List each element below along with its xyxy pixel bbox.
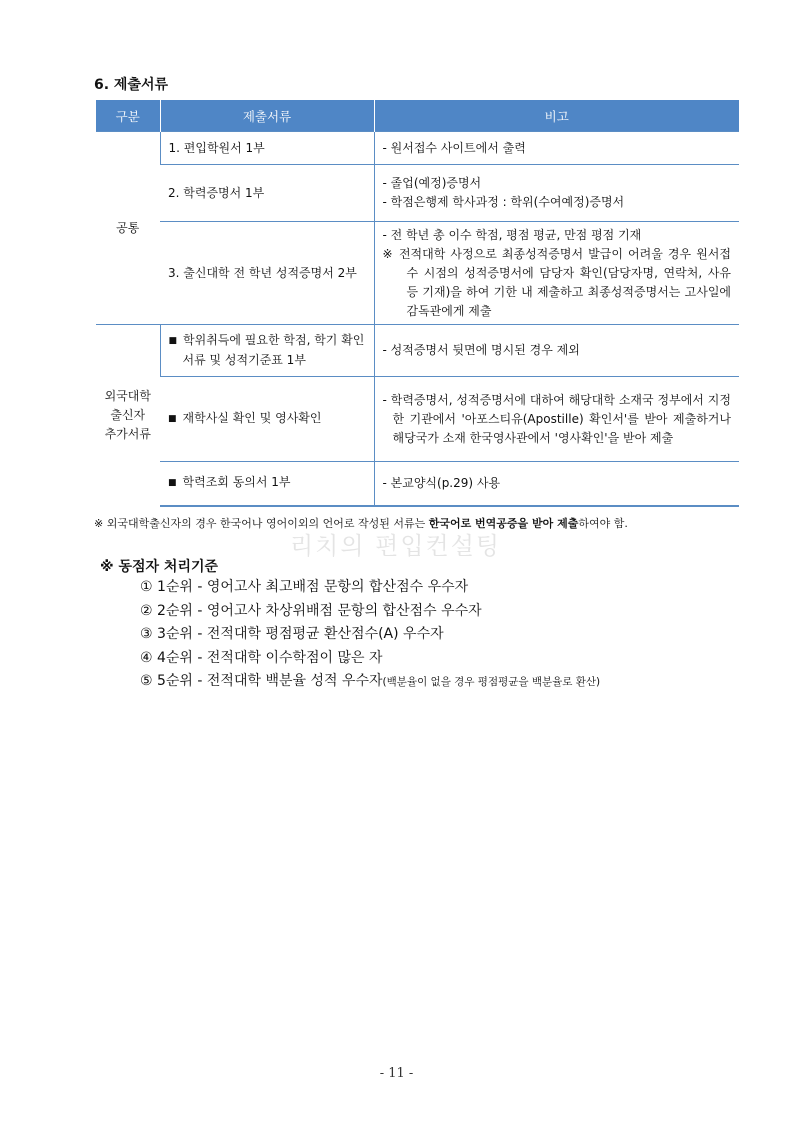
table-row: [96, 325, 739, 377]
header-document: 제출서류: [160, 100, 374, 132]
note-cell: [374, 377, 739, 462]
list-item: [140, 623, 600, 647]
doc-text: 학위취득에 필요한 학점, 학기 확인서류 및 성적기준표 1부: [182, 333, 365, 367]
header-category: 구분: [96, 100, 160, 132]
footnote-bold-text: 한국어로 번역공증을 받아 제출: [428, 517, 579, 530]
table-header-row: [96, 100, 739, 132]
note-cell: [374, 325, 739, 377]
header-remarks: 비고: [374, 100, 739, 132]
table-row: [96, 132, 739, 165]
square-bullet-icon: ■: [168, 478, 177, 489]
doc-cell: [160, 462, 374, 506]
list-item: [140, 647, 600, 671]
table-row: [96, 165, 739, 222]
tiebreak-title: ※ 동점자 처리기준: [100, 559, 219, 575]
list-item: [140, 600, 600, 624]
note-cell: [374, 222, 739, 325]
note-cell: [374, 132, 739, 165]
doc-cell: [160, 222, 374, 325]
list-item-text: ② 2순위 - 영어고사 차상위배점 문항의 합산점수 우수자: [140, 602, 482, 619]
table-row: [96, 222, 739, 325]
list-item: [140, 576, 600, 600]
watermark: 리치의 편입컨설팅: [290, 532, 502, 560]
group-label-common: [96, 132, 160, 325]
footnote-text: ※ 외국대학출신자의 경우 한국어나 영어이외의 언어로 작성된 서류는: [94, 517, 429, 530]
list-item-text: ⑤ 5순위 - 전적대학 백분율 성적 우수자: [140, 673, 383, 689]
note-text: - 학력증명서, 성적증명서에 대하여 해당대학 소재국 정부에서 지정한 기관에서 '아포스티유(Apostille) 확인서'를 받아 제출하거나 해당국가 소재 한국영사관에서 '영사확인'을 받아 제출: [382, 392, 731, 445]
doc-cell: [160, 325, 374, 377]
table-row: [96, 377, 739, 462]
doc-text: 재학사실 확인 및 영사확인: [182, 411, 322, 425]
page-number: - 11 -: [379, 1066, 414, 1081]
list-item-text: ④ 4순위 - 전적대학 이수학점이 많은 자: [140, 649, 383, 666]
square-bullet-icon: ■: [168, 336, 178, 346]
table-row: [96, 462, 739, 506]
doc-text: 1. 편입학원서 1부: [168, 140, 265, 155]
note-text: ※ 전적대학 사정으로 최종성적증명서 발급이 어려울 경우 원서접수 시점의 성적증명서에 담당자 확인(담당자명, 연락처, 사유 등 기재)을 하여 기한 내 제출하고 최종성적증명서는 고사일에 감독관에게 제출: [382, 246, 731, 318]
list-item-text: ① 1순위 - 영어고사 최고배점 문항의 합산점수 우수자: [140, 579, 469, 595]
doc-text: 학력조회 동의서 1부: [182, 475, 291, 490]
doc-cell: [160, 165, 374, 222]
note-text: - 성적증명서 뒷면에 명시된 경우 제외: [382, 343, 580, 357]
group-label-text: 추가서류: [104, 426, 151, 441]
note-text: - 본교양식(p.29) 사용: [382, 475, 501, 490]
list-item-text: ③ 3순위 - 전적대학 평점평균 환산점수(A) 우수자: [140, 626, 444, 642]
doc-cell: [160, 377, 374, 462]
doc-text: 2. 학력증명서 1부: [168, 185, 265, 200]
list-item: [140, 670, 600, 694]
doc-text: 3. 출신대학 전 학년 성적증명서 2부: [168, 265, 357, 280]
note-text: - 원서접수 사이트에서 출력: [382, 140, 526, 155]
note-text: - 학점은행제 학사과정 : 학위(수여예정)증명서: [382, 195, 625, 209]
tiebreak-list: [140, 576, 600, 694]
section-title: 6. 제출서류: [94, 77, 169, 93]
doc-cell: [160, 132, 374, 165]
footnote-text: 하여야 함.: [578, 517, 628, 530]
group-label-foreign: [96, 325, 160, 506]
note-cell: [374, 165, 739, 222]
group-label-text: 출신자: [110, 407, 146, 422]
group-label-text: 외국대학: [104, 388, 151, 403]
list-item-note: (백분율이 없을 경우 평점평균을 백분율로 환산): [382, 676, 601, 688]
note-text: - 졸업(예정)증명서: [382, 176, 482, 190]
group-label-text: 공통: [116, 220, 140, 235]
square-bullet-icon: ■: [168, 414, 177, 424]
note-cell: [374, 462, 739, 506]
note-text: - 전 학년 총 이수 학점, 평점 평균, 만점 평점 기재: [382, 227, 642, 242]
documents-table: [96, 100, 739, 507]
